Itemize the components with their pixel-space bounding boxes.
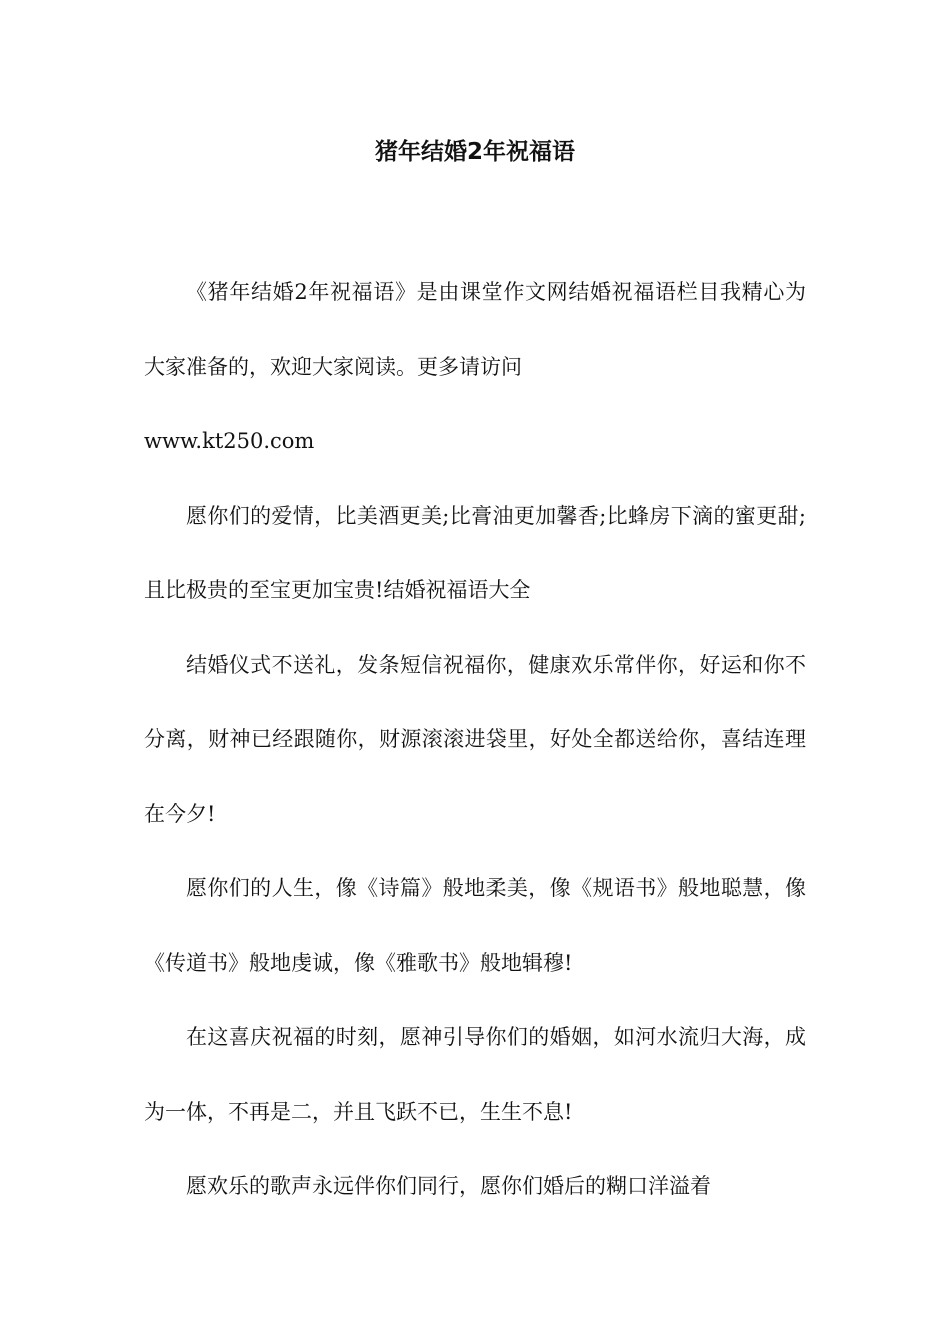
- document-title: 猪年结婚2年祝福语: [374, 139, 575, 165]
- paragraph: 结婚仪式不送礼，发条短信祝福你，健康欢乐常伴你，好运和你不分离，财神已经跟随你，财源滚滚进袋里，好处全都送给你，喜结连理在今夕!: [144, 652, 806, 826]
- paragraph: 在这喜庆祝福的时刻，愿神引导你们的婚姻，如河水流归大海，成为一体，不再是二，并且飞跃不已，生生不息!: [144, 1025, 806, 1124]
- document-body: [144, 255, 806, 1224]
- paragraph: 愿你们的爱情，比美酒更美;比膏油更加馨香;比蜂房下滴的蜜更甜;且比极贵的至宝更加宝贵!结婚祝福语大全: [144, 503, 806, 602]
- site-url: www.kt250.com: [144, 429, 315, 453]
- intro-paragraph: [144, 255, 806, 479]
- intro-text: 《猪年结婚2年祝福语》是由课堂作文网结婚祝福语栏目我精心为大家准备的，欢迎大家阅读。更多请访问: [144, 280, 806, 379]
- paragraph: 愿你们的人生，像《诗篇》般地柔美，像《规语书》般地聪慧，像《传道书》般地虔诚，像《雅歌书》般地辑穆!: [144, 876, 806, 975]
- paragraph: 愿欢乐的歌声永远伴你们同行，愿你们婚后的糊口洋溢着: [186, 1174, 711, 1198]
